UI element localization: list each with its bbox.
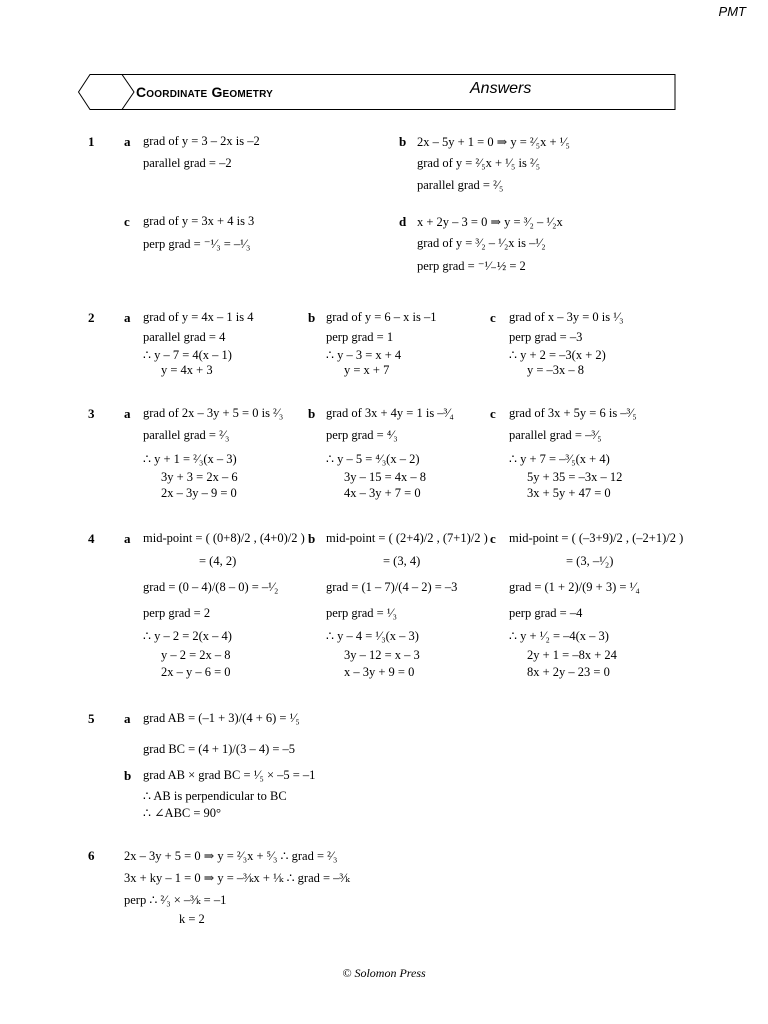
answer-line: ∴ y – 7 = 4(x – 1) <box>143 348 232 362</box>
answer-line: grad = (1 – 7)/(4 – 2) = –3 <box>326 580 458 594</box>
answer-line: y – 2 = 2x – 8 <box>161 648 231 662</box>
answer-line: ∴ y – 4 = ¹⁄₃(x – 3) <box>326 629 419 643</box>
answer-line: grad BC = (4 + 1)/(3 – 4) = –5 <box>143 742 296 756</box>
answer-line: ∴ y + 7 = –³⁄₅(x + 4) <box>509 452 610 466</box>
part-label: b <box>124 768 132 783</box>
answer-line: grad AB = (–1 + 3)/(4 + 6) = ¹⁄₅ <box>143 711 300 725</box>
answer-line: perp grad = ⁴⁄₃ <box>326 428 398 442</box>
answer-line: grad of y = 3x + 4 is 3 <box>143 214 255 228</box>
answer-line: y = 4x + 3 <box>161 363 213 377</box>
answer-line: x + 2y – 3 = 0 ⇒ y = ³⁄₂ – ¹⁄₂x <box>417 215 563 229</box>
footer-publisher: © Solomon Press <box>342 966 426 980</box>
question-number: 3 <box>88 406 95 421</box>
question-number: 2 <box>88 310 95 325</box>
answer-line: grad = (1 + 2)/(9 + 3) = ¹⁄₄ <box>509 580 640 594</box>
answer-line: grad of x – 3y = 0 is ¹⁄₃ <box>509 310 624 324</box>
answer-line: perp grad = ¹⁄₃ <box>326 606 398 620</box>
answer-line: ∴ y + 2 = –3(x + 2) <box>509 348 606 362</box>
answer-line: ∴ y – 2 = 2(x – 4) <box>143 629 232 643</box>
answer-line: grad of y = 6 – x is –1 <box>326 310 437 324</box>
answer-line: parallel grad = –2 <box>143 156 232 170</box>
answer-line: grad AB × grad BC = ¹⁄₅ × –5 = –1 <box>143 768 316 782</box>
answer-line: parallel grad = ²⁄₃ <box>143 428 230 442</box>
answer-line: grad of 2x – 3y + 5 = 0 is ²⁄₃ <box>143 406 284 420</box>
answer-line: grad of y = ²⁄₅x + ¹⁄₅ is ²⁄₅ <box>417 156 541 170</box>
answer-line: 2x – y – 6 = 0 <box>161 665 231 679</box>
answer-line: perp grad = –3 <box>509 330 583 344</box>
answer-line: = (3, –¹⁄₂) <box>566 554 614 568</box>
part-label: b <box>399 134 407 149</box>
part-label: a <box>124 406 131 421</box>
answer-line: ∴ y – 3 = x + 4 <box>326 348 402 362</box>
answer-line: 2x – 5y + 1 = 0 ⇒ y = ²⁄₅x + ¹⁄₅ <box>417 135 570 149</box>
answer-line: 4x – 3y + 7 = 0 <box>344 486 421 500</box>
part-label: a <box>124 310 131 325</box>
answer-line: 5y + 35 = –3x – 12 <box>527 470 623 484</box>
answer-line: y = –3x – 8 <box>527 363 585 377</box>
part-label: c <box>490 531 496 546</box>
header-subtitle: Answers <box>470 80 532 97</box>
section-header <box>78 74 676 110</box>
answer-line: 3y – 12 = x – 3 <box>344 648 420 662</box>
answer-line: grad of 3x + 5y = 6 is –³⁄₅ <box>509 406 637 420</box>
answer-line: parallel grad = ²⁄₅ <box>417 178 504 192</box>
answer-line: 2y + 1 = –8x + 24 <box>527 648 617 662</box>
answer-line: ∴ y + 1 = ²⁄₃(x – 3) <box>143 452 237 466</box>
answer-line: = (4, 2) <box>199 554 237 568</box>
part-label: c <box>124 214 130 229</box>
part-label: a <box>124 711 131 726</box>
answer-line: parallel grad = 4 <box>143 330 226 344</box>
part-label: b <box>308 531 316 546</box>
answer-line: k = 2 <box>179 912 205 926</box>
part-label: c <box>490 406 496 421</box>
answer-line: grad of y = 3 – 2x is –2 <box>143 134 260 148</box>
part-label: d <box>399 214 407 229</box>
answer-line: grad of 3x + 4y = 1 is –³⁄₄ <box>326 406 454 420</box>
answer-line: ∴ y – 5 = ⁴⁄₃(x – 2) <box>326 452 420 466</box>
answer-line: 3x + ky – 1 = 0 ⇒ y = –³⁄ₖx + ¹⁄ₖ ∴ grad = –³⁄ₖ <box>124 871 350 885</box>
answer-line: parallel grad = –³⁄₅ <box>509 428 602 442</box>
answer-line: perp grad = 2 <box>143 606 211 620</box>
answer-line: 3x + 5y + 47 = 0 <box>527 486 611 500</box>
corner-label: PMT <box>718 4 746 19</box>
answer-line: 3y – 15 = 4x – 8 <box>344 470 427 484</box>
part-label: b <box>308 310 316 325</box>
answer-line: mid-point = ( (2+4)/2 , (7+1)/2 ) <box>326 531 488 545</box>
answer-line: 2x – 3y – 9 = 0 <box>161 486 237 500</box>
part-label: a <box>124 531 131 546</box>
answer-line: mid-point = ( (0+8)/2 , (4+0)/2 ) <box>143 531 305 545</box>
answer-line: x – 3y + 9 = 0 <box>344 665 415 679</box>
question-number: 6 <box>88 848 95 863</box>
answer-line: mid-point = ( (–3+9)/2 , (–2+1)/2 ) <box>509 531 684 545</box>
answer-line: perp grad = 1 <box>326 330 394 344</box>
answer-line: y = x + 7 <box>344 363 390 377</box>
part-label: a <box>124 134 131 149</box>
answer-line: ∴ AB is perpendicular to BC <box>143 789 287 803</box>
answer-line: 2x – 3y + 5 = 0 ⇒ y = ²⁄₃x + ⁵⁄₃ ∴ grad = ²⁄₃ <box>124 849 338 863</box>
answer-line: 8x + 2y – 23 = 0 <box>527 665 610 679</box>
answer-line: perp ∴ ²⁄₃ × –³⁄ₖ = –1 <box>124 893 227 907</box>
part-label: c <box>490 310 496 325</box>
question-number: 1 <box>88 134 95 149</box>
answer-line: = (3, 4) <box>383 554 421 568</box>
answer-line: perp grad = ⁻¹⁄₋½ = 2 <box>417 259 526 273</box>
answer-line: perp grad = –4 <box>509 606 583 620</box>
answer-line: 3y + 3 = 2x – 6 <box>161 470 238 484</box>
answer-line: ∴ ∠ABC = 90° <box>143 806 222 820</box>
question-number: 4 <box>88 531 95 546</box>
answer-line: perp grad = ⁻¹⁄₃ = –¹⁄₃ <box>143 237 251 251</box>
answer-line: ∴ y + ¹⁄₂ = –4(x – 3) <box>509 629 609 643</box>
answer-line: grad of y = 4x – 1 is 4 <box>143 310 254 324</box>
answer-line: grad of y = ³⁄₂ – ¹⁄₂x is –¹⁄₂ <box>417 236 546 250</box>
header-title: Coordinate Geometry <box>136 84 274 100</box>
question-number: 5 <box>88 711 95 726</box>
part-label: b <box>308 406 316 421</box>
answer-line: grad = (0 – 4)/(8 – 0) = –¹⁄₂ <box>143 580 279 594</box>
